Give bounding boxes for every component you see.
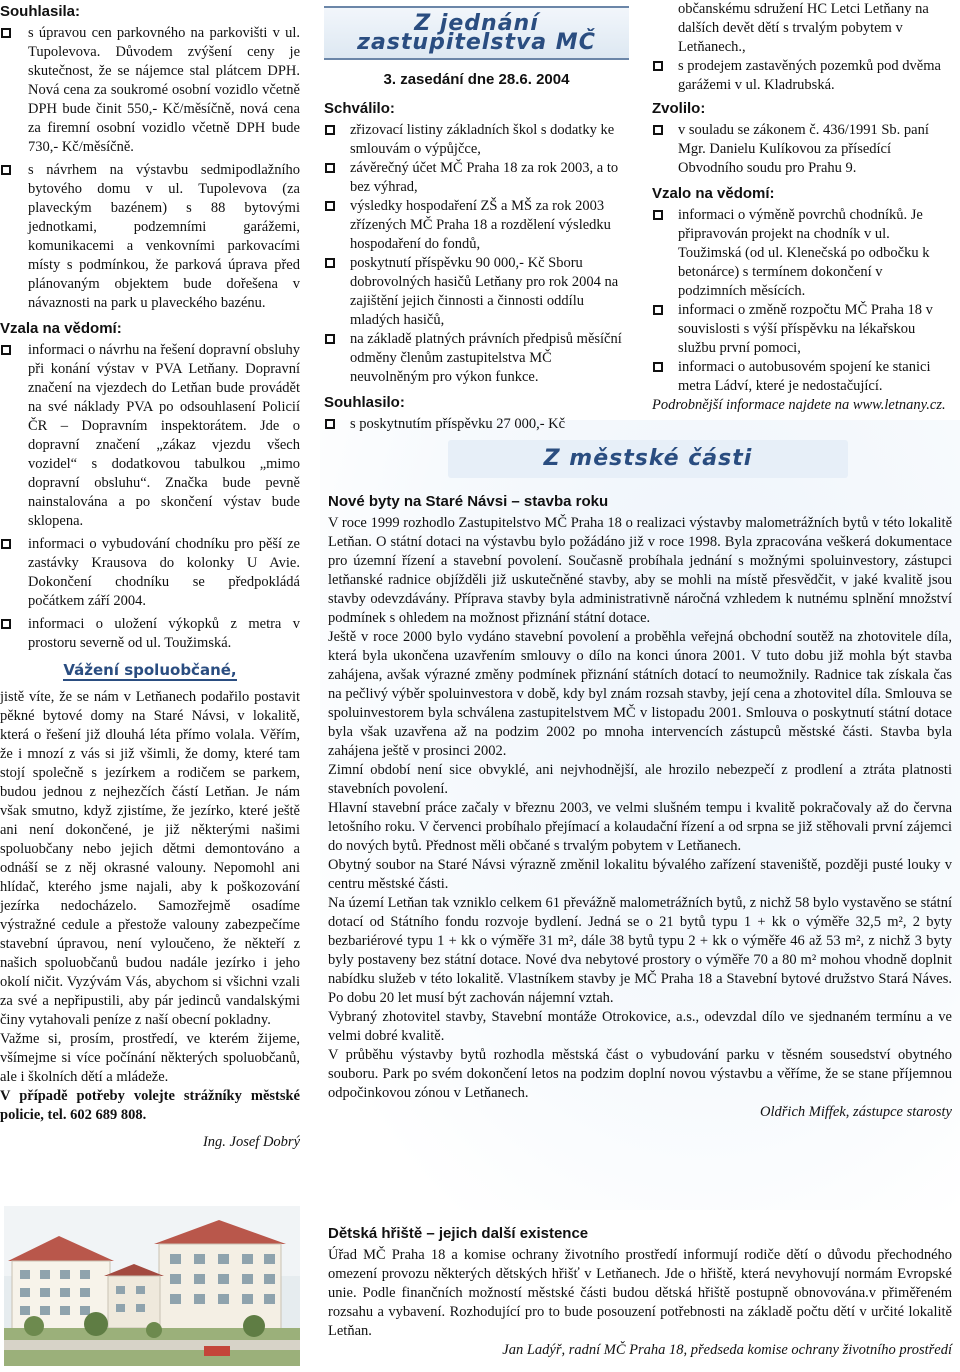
banner-mestske-casti: Z městské části (448, 440, 848, 478)
list-item: informaci o vybudování chodníku pro pěší ze zastávky Krausova do kolonky U Avie. Dokončení chodníku se předpokládá počátkem září 2004. (0, 535, 300, 611)
session-date: 3. zasedání dne 28.6. 2004 (383, 71, 570, 88)
list-item: informaci o změně rozpočtu MČ Praha 18 v souvislosti s výší příspěvku na lékařskou službu první pomoci, (652, 301, 952, 358)
list-item: s úpravou cen parkovného na parkovišti v ul. Tupolevova. Důvodem zvýšení ceny je skutečnost, že se nájemce stal plátcem DPH. Nová cena za soukromé osobní vozidlo včetně DPH bude činit 550,- Kč/měsíčně, nová cena za firemní osobní vozidlo včetně DPH bude 730,- Kč/měsíčně. (0, 24, 300, 157)
list-item: informaci o autobusovém spojení ke stanici metra Ládví, které je nedostačující. (652, 358, 952, 396)
article-paragraph: Ještě v roce 2000 bylo vydáno stavební povolení a proběhla veřejná obchodní soutěž na zhotovitele díla, která byla ukončena uzavřením smlouvy o dílo na konci února 2001. V tuto dobu již mohla být stavba zahájena, avšak výrazné změny podmínek přiznání státních dotací to neumožnily. Radnice tak získala čas na pečlivý výběr spoluinvestora v době, kdy byl znám rozsah stavby, její cena a zhotovitel díla. Smlouva se spoluinvestorem byla schválena zastupitelstvem MČ v listopadu 2001. Smlouva o poskytnutí státní dotace byla však uzavřena až na podzim 2002 po mnoha intervencích zástupců městské části. Stavba byla zahájena ještě v prosinci 2002. (328, 629, 952, 759)
list-item: na základě platných právních předpisů měsíční odměny členům zastupitelstva MČ neuvolněným pro výkon funkce. (324, 330, 629, 387)
heading-zvolilo: Zvolilo: (652, 100, 706, 117)
building-illustration (4, 1206, 300, 1366)
article-paragraph: Vybraný zhotovitel stavby, Stavební montáže Otrokovice, a.s., odevzdal dílo ve sjednaném termínu a ve velmi dobré kvalitě. (328, 1009, 952, 1044)
article-nove-byty (328, 492, 952, 1122)
article-paragraph: V průběhu výstavby bytů rozhodla městská část o vybudování parku v těsném sousedství obytného souboru. Park po svém dokončení letos na podzim doplní novou výstavbu a věříme, že se stane příjemnou odpočinkovou zónou v Letňanech. (328, 1047, 952, 1101)
article-paragraph: Obytný soubor na Staré Návsi výrazně změnil lokalitu bývalého zařízení staveniště, později pusté louky v centru městské části. (328, 857, 952, 892)
list-item: informaci o návrhu na řešení dopravní obsluhy při konání výstav v PVA Letňany. Dopravní značení na vjezdech do Letňan bude provádět na své náklady PVA po odsouhlasení Policií ČR – Dopravním inspektorátem. Jde o dopravní značení „zákaz vjezdu všech vozidel“ s dodatkovou tabulkou „mimo dopravní obsluhu“. Značka bude pevně nainstalována a po skončení výstav bude sklopena. (0, 341, 300, 531)
list-item: poskytnutí příspěvku 90 000,- Kč Sboru dobrovolných hasičů Letňany pro rok 2004 na zajištění jejich činnosti a činnosti oddílu mladých hasičů, (324, 254, 629, 330)
heading-schvalilo: Schválilo: (324, 100, 395, 117)
list-item-continuation: občanskému sdružení HC Letci Letňany na dalších devět dětí s trvalým pobytem v Letňanech., (678, 1, 929, 55)
list-item: v souladu se zákonem č. 436/1991 Sb. paní Mgr. Danielu Kulíkovou za přísedící Obvodního soudu pro Prahu 9. (652, 121, 952, 178)
article-paragraph: Na území Letňan tak vzniklo celkem 61 převážně malometrážních bytů, z nichž 58 bylo vystavěno se státní dotací od Státního fondu rozvoje bydlení. Jedná se o 21 bytů typu 1 + kk o výměře 32,5 m², 2 byty bezbariérové typu 1 + kk o výměře 31 m², dále 38 bytů typu 2 + kk o výměře 46 až 53 m², z nichž 3 byty byly postaveny bez státní dotace. Nové dva nebytové prostory o výměře 70 a 80 m² mohou vhodně doplnit nabídku služeb v této lokalitě. Vlastníkem stavby je MČ Praha 18 a Stavební bytové družstvo Stará Náves. Po dobu 20 let musí být zachován nájemní vztah. (328, 895, 952, 1006)
list-item: s návrhem na výstavbu sedmipodlažního bytového domu v ul. Tupolevova (za plaveckým bazénem) s 88 bytovými jednotkami, podzemními garážemi, komunikacemi a venkovními parkovacími místy s podmínkou, že parková úprava před plánovaným objektem bude dořešena v návaznosti na park u plaveckého bazénu. (0, 161, 300, 313)
list-item: s poskytnutím příspěvku 27 000,- Kč (324, 415, 629, 434)
list-item: informaci o uložení výkopků z metra v prostoru severně od ul. Toužimská. (0, 615, 300, 653)
heading-vzalo-na-vedomi: Vzalo na vědomí: (652, 185, 775, 202)
apartment-building-photo (4, 1206, 300, 1366)
list-item: s prodejem zastavěných pozemků pod dvěma garážemi v ul. Kladrubská. (652, 57, 952, 95)
article-title: Dětská hřiště – jejich další existence (328, 1225, 589, 1242)
article-paragraph: V roce 1999 rozhodlo Zastupitelstvo MČ Praha 18 o realizaci výstavby malometrážních bytů v této lokalitě Letňan. O státní dotaci na výstavbu bylo požádáno již v roce 1998. Byla zpracována veškerá dokumentace pro územní řízení a stavební povolení. Současně probíhala jednání s možnými spoluinvestory, zástupci letňanské radnice objížděli již uskutečněné stavby, aby se mohli na místě přesvědčit, v jaké kvalitě jsou stavby odevzdávány. Příprava stavby byla administrativně náročná vzhledem k nutnému splnění množství podmínek s ohledem na možnost přiznání státní dotace. (328, 515, 952, 626)
heading-souhlasila: Souhlasila: (0, 3, 81, 20)
article-paragraph: Zimní období není sice obvyklé, ani nejvhodnější, ale hrozilo nebezpečí z prodlení a ztráta platnosti stavebních povolení. (328, 762, 952, 797)
article-signature: Jan Ladýř, radní MČ Praha 18, předseda komise ochrany životního prostředí (502, 1342, 952, 1358)
letter-signature: Ing. Josef Dobrý (202, 1134, 300, 1150)
article-paragraph: Úřad MČ Praha 18 a komise ochrany životního prostředí informují rodiče dětí o důvodu přechodného omezení provozu některých dětských hřišť v Letňanech. Jde o hřiště, která nevyhovují normám Evropské unie. Podle finančních možností městské části budou dětská hřiště postupně obnovována.v přiměřeném rozsahu a vybavení. Rozhodující pro to bude posouzení potřebnosti na základě počtu dětí v určité lokalitě Letňan. (328, 1247, 952, 1339)
column-right (652, 0, 952, 415)
article-detska-hriste (328, 1224, 952, 1360)
article-paragraph: Hlavní stavební práce začaly v březnu 2003, ve velmi slušném tempu i kvalitě pokračovaly až do června letošního roku. V červenci probíhalo přejímací a kolaudační řízení a od srpna se již stěhovali první zájemci do nových bytů. Přednost měli občané s trvalým pobytem v Letňanech. (328, 800, 952, 854)
article-signature: Oldřich Miffek, zástupce starosty (760, 1104, 952, 1120)
letter-body: jistě víte, že se nám v Letňanech podařilo postavit pěkné bytové domy na Staré Návsi, v lokalitě, která o řešení již dlouhá léta přímo volala. Věřím, že i mnozí z vás si již všimli, že domy, které tam stojí společně s jezírkem a rodičem se parkem, budou jednou z nejhezčích částí Letňan. Je nám však smutno, když zjistíme, že jezírko, které ještě ani není dokončené, je již některými našimi spoluobčany nebo jejich dětmi demontováno a odnáší se z něj okrasné valouny. Nepomohl ani hlídač, kterého jsme najali, aby k poškozování jezírka nedocházelo. Samozřejmě osadíme výstražné cedule a přestože valouny zabezpečíme stavební úpravou, není vyloučeno, že někteří z našich spoluobčanů budou nadále jezírko i jeho okolí ničit. Vyzývám Vás, abychom si všichni vzali za své a nepřipustili, aby pár jedinců vandalskými činy vytahovali peníze z naší obecní pokladny. (0, 689, 300, 1028)
list-item: výsledky hospodaření ZŠ a MŠ za rok 2003 zřízených MČ Praha 18 a rozdělení výsledku hospodaření do fondů, (324, 197, 629, 254)
more-info-link[interactable]: Podrobnější informace najdete na www.letnany.cz. (652, 397, 946, 413)
letter-greeting: Vážení spoluobčané, (63, 661, 237, 679)
list-item: závěrečný účet MČ Praha 18 za rok 2003, a to bez výhrad, (324, 159, 629, 197)
heading-souhlasilo: Souhlasilo: (324, 394, 405, 411)
letter-police-note: V případě potřeby volejte strážníky městské policie, tel. 602 689 808. (0, 1088, 300, 1123)
letter-body-2: Važme si, prosím, prostředí, ve kterém žijeme, všímejme si více počínání některých spoluobčanů, ale i školních dětí a mládeže. (0, 1031, 300, 1085)
heading-vzala-na-vedomi: Vzala na vědomí: (0, 320, 122, 337)
list-item: informaci o výměně povrchů chodníků. Je připravován projekt na chodník v ul. Toužimská (od ul. Klenečská po odbočku k betonárce) s termínem dokončení v podzimních měsících. (652, 206, 952, 301)
banner-zastupitelstvo: Z jednání zastupitelstva MČ (324, 6, 629, 60)
column-left (0, 0, 300, 1152)
article-title: Nové byty na Staré Návsi – stavba roku (328, 493, 609, 510)
column-middle (324, 0, 629, 434)
list-item: zřizovací listiny základních škol s dodatky ke smlouvám o výpůjčce, (324, 121, 629, 159)
